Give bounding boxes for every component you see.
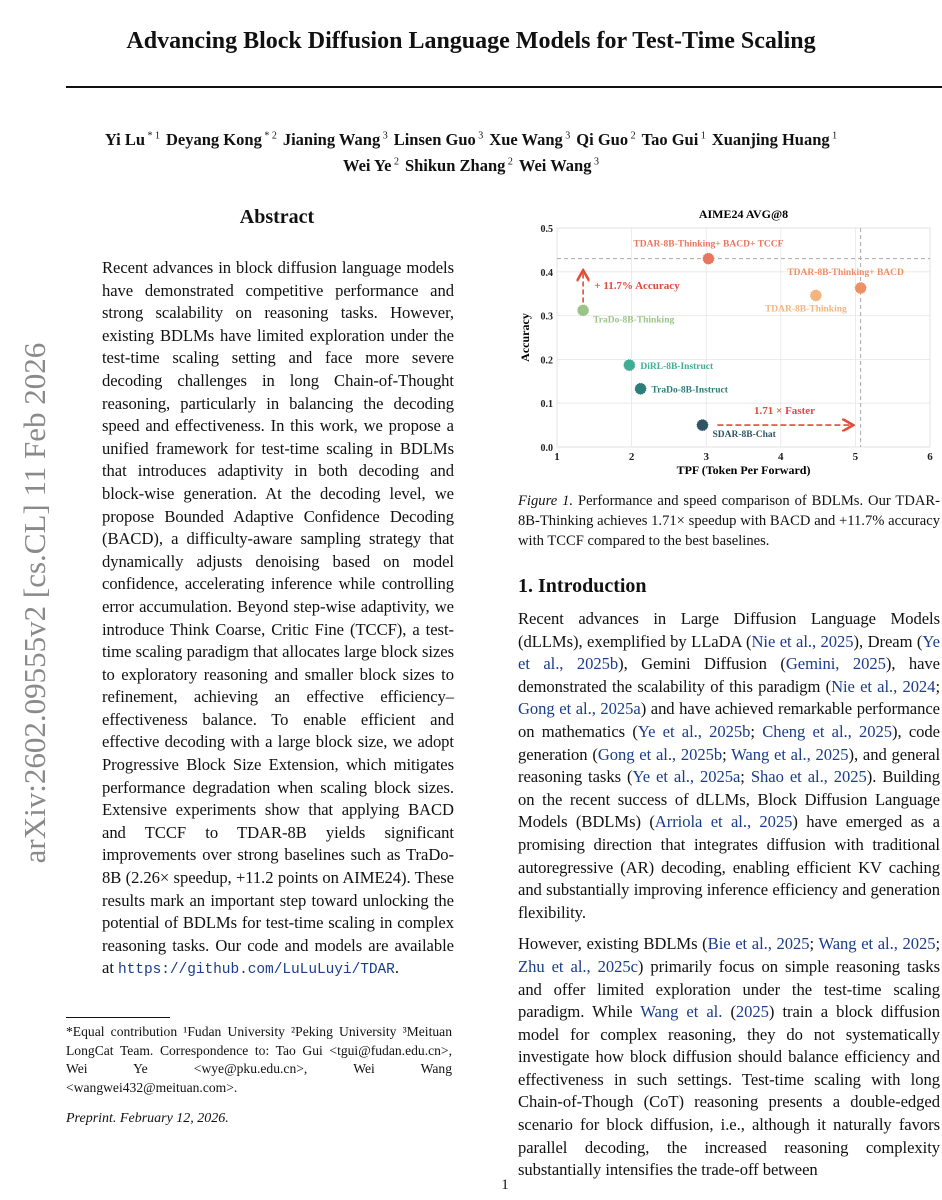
paragraph-text: ), and general reasoning tasks ( — [518, 744, 940, 787]
author-name: Yi Lu — [104, 129, 146, 149]
paragraph-text: ), code generation ( — [518, 721, 940, 764]
author-affiliation-mark: 3 — [475, 130, 484, 141]
speedup-annotation: 1.71 × Faster — [754, 404, 816, 417]
author — [283, 130, 388, 149]
author — [519, 156, 599, 175]
author — [394, 130, 484, 149]
author — [343, 156, 399, 175]
citation-link[interactable]: Wang et al., 2025 — [731, 744, 849, 764]
figure-caption — [518, 491, 940, 551]
author-affiliation-mark: 2 — [391, 156, 399, 168]
data-point-label: SDAR-8B-Chat — [712, 430, 776, 441]
section-heading-introduction: 1. Introduction — [518, 575, 647, 597]
author-name: Xue Wang — [489, 129, 563, 149]
right-column — [510, 200, 942, 1182]
citation-link[interactable]: Bie et al., 2025 — [707, 934, 810, 954]
figure-caption-text: Performance and speed comparison of BDLMs. Our TDAR-8B-Thinking achieves 1.71× speedup with BACD and +11.7% accuracy with TCCF compared to the best baselines. — [518, 493, 940, 549]
paragraph-text: ; — [750, 721, 763, 741]
author-name: Qi Guo — [576, 129, 629, 149]
x-tick-label: 2 — [628, 451, 635, 463]
y-tick-label: 0.2 — [540, 355, 553, 367]
paragraph-text: ), Gemini Diffusion ( — [618, 654, 786, 674]
author — [105, 130, 160, 149]
chart-title: AIME24 AVG@8 — [698, 207, 789, 221]
author-affiliation-mark: 2 — [628, 130, 636, 141]
y-axis-label: Accuracy — [518, 313, 532, 362]
citation-link[interactable]: Nie et al., 2024 — [831, 676, 936, 696]
data-point-label: DiRL-8B-Instruct — [640, 362, 714, 373]
footnote-rule — [66, 1017, 170, 1018]
paragraph-text: ; — [935, 934, 941, 954]
author-list-line-2 — [340, 151, 602, 178]
citation-link[interactable]: 2025 — [735, 1002, 769, 1022]
author-affiliation-mark: * 2 — [261, 130, 277, 141]
arxiv-identifier: arXiv:2602.09555v2 [cs.CL] 11 Feb 2026 — [17, 342, 52, 864]
paragraph-text: ), have demonstrated the scalability of this paradigm ( — [518, 654, 940, 696]
data-point-label: TDAR-8B-Thinking+ BACD+ TCCF — [633, 239, 784, 250]
citation-link[interactable]: Nie et al., 2025 — [751, 631, 854, 651]
author-name: Linsen Guo — [393, 129, 476, 149]
data-point — [635, 383, 647, 395]
intro-paragraph-2 — [518, 933, 940, 1182]
x-tick-label: 6 — [927, 451, 933, 463]
footnote: *Equal contribution ¹Fudan University ²Peking University ³Meituan LongCat Team. Correspondence to: Tao Gui <tgui@fudan.edu.cn>, Wei Ye <wye@pku.edu.cn>, Wei Wang <wangwei432@meituan.com>. — [66, 1024, 452, 1095]
author-list-line-1 — [102, 124, 840, 151]
citation-link[interactable]: Wang et al., 2025 — [818, 934, 936, 954]
data-point — [623, 359, 635, 371]
citation-link[interactable]: Gong et al., 2025b — [597, 744, 723, 764]
figure-1-scatter-chart — [510, 200, 942, 480]
author — [489, 130, 570, 149]
author-name: Tao Gui — [641, 129, 699, 149]
intro-paragraph-1 — [518, 608, 940, 924]
author-affiliation-mark: 1 — [698, 130, 706, 141]
paragraph-text: ; — [935, 676, 940, 696]
citation-link[interactable]: Cheng et al., 2025 — [762, 721, 893, 741]
author-affiliation-mark: 1 — [829, 130, 838, 141]
paragraph-text: ), Dream ( — [853, 631, 923, 651]
author — [166, 130, 277, 149]
data-point — [702, 253, 714, 265]
y-tick-label: 0.5 — [540, 224, 553, 235]
author-affiliation-mark: 3 — [380, 130, 388, 141]
citation-link[interactable]: Arriola et al., 2025 — [654, 812, 793, 832]
author-name: Wei Wang — [518, 156, 592, 175]
paragraph-text: ( — [722, 1002, 736, 1022]
author-block — [0, 124, 942, 177]
y-tick-label: 0.3 — [540, 311, 553, 323]
y-tick-label: 0.4 — [540, 267, 553, 279]
paragraph-text: ) train a block diffusion model for complex reasoning, they do not systematically investigate how block diffusion should balance efficiency and effectiveness in such settings. Test-time scaling with long Chain-of-Though (CoT) reasoning presents a double-edged scenario for block diffusion, i.e., although it naturally favors parallel decoding, the increased reasoning complexity substantially intensifies the trade-off between — [518, 1002, 940, 1180]
author — [576, 130, 635, 149]
x-tick-label: 1 — [554, 451, 560, 463]
citation-link[interactable]: Wang et al. — [640, 1002, 723, 1022]
x-tick-label: 5 — [852, 451, 859, 463]
x-tick-label: 3 — [703, 451, 709, 463]
paragraph-text: ) primarily focus on simple reasoning tasks and offer limited exploration under the test-time scaling paradigm. While — [518, 956, 940, 1022]
author-affiliation-mark: 3 — [562, 130, 571, 141]
citation-link[interactable]: Ye et al., 2025a — [632, 767, 741, 787]
paragraph-text: Recent advances in block diffusion language models have demonstrated competitive performance and strong scalability on reasoning tasks. However, existing BDLMs have limited exploration under the test-time scaling setting and face more severe decoding challenges in long Chain-of-Thought reasoning, particularly in balancing the decoding speed and effectiveness. In this work, we propose a unified framework for test-time scaling in BDLMs that introduces adaptivity in both decoding and block-wise generation. At the decoding level, we propose Bounded Adaptive Confidence Decoding (BACD), a difficulty-aware sampling strategy that dynamically adjusts denoising based on model confidence, accelerating inference while controlling error accumulation. Beyond step-wise adaptivity, we introduce Think Coarse, Critic Fine (TCCF), a test-time scaling paradigm that allocates large block sizes to exploratory reasoning and smaller block sizes to refinement, achieving an effective efficiency–effectiveness balance. To enable efficient and effective decoding with a large block size, we adopt Progressive Block Size Extension, which mitigates performance degradation when scaling block sizes. Extensive experiments show that applying BACD and TCCF to TDAR-8B yields significant improvements over strong baselines such as TraDo-8B (2.26× speedup, +11.2 points on AIME24). These results mark an important step toward unlocking the potential of BDLMs for test-time scaling in complex reasoning tasks. Our code and models are available at — [102, 258, 454, 978]
citation-link[interactable]: Ye et al., 2025b — [637, 721, 751, 741]
author-name: Deyang Kong — [166, 129, 262, 149]
author — [405, 156, 513, 175]
x-tick-label: 4 — [778, 451, 784, 463]
author-name: Wei Ye — [343, 156, 392, 175]
data-point — [855, 282, 867, 294]
citation-link[interactable]: Ye et al., 2025b — [518, 631, 940, 674]
citation-link[interactable]: Gong et al., 2025a — [518, 699, 641, 719]
page-number: 1 — [501, 1177, 509, 1193]
figure-label: Figure 1. — [518, 493, 574, 509]
accuracy-annotation: + 11.7% Accuracy — [594, 279, 680, 292]
paragraph-text: ; — [722, 744, 732, 764]
citation-link[interactable]: Gemini, 2025 — [785, 654, 886, 674]
abstract-body — [102, 257, 454, 982]
data-point-label: TDAR-8B-Thinking+ BACD — [787, 268, 904, 279]
paragraph-text: ). Building on the recent success of dLLMs, Block Diffusion Language Models (BDLMs) ( — [518, 767, 941, 832]
paragraph-text: . — [394, 958, 399, 978]
author-name: Xuanjing Huang — [711, 129, 830, 149]
citation-link[interactable]: Zhu et al., 2025c — [518, 956, 638, 976]
data-point-label: TraDo-8B-Instruct — [651, 385, 728, 396]
column-spacer — [66, 982, 452, 1017]
author-name: Jianing Wang — [282, 129, 381, 149]
data-point-label: TDAR-8B-Thinking — [764, 304, 847, 315]
author-name: Shikun Zhang — [404, 156, 506, 175]
y-tick-label: 0.1 — [540, 399, 553, 411]
plot-area — [557, 228, 930, 447]
paragraph-text: ) have emerged as a promising direction that integrates diffusion with traditional autoregressive (AR) decoding, enabling efficient KV caching and substantially improving inference efficiency and generation flexibility. — [518, 812, 940, 922]
author-affiliation-mark: 2 — [505, 156, 513, 168]
data-point — [810, 289, 822, 301]
data-point — [696, 419, 708, 431]
author-affiliation-mark: * 1 — [145, 130, 161, 141]
paragraph-text: However, existing BDLMs ( — [518, 934, 708, 954]
author-affiliation-mark: 3 — [591, 156, 599, 168]
abstract-heading: Abstract — [239, 206, 315, 228]
left-column — [66, 257, 452, 1127]
paper-title: Advancing Block Diffusion Language Models for Test-Time Scaling — [126, 28, 816, 54]
title-rule — [66, 86, 942, 88]
code-repo-link[interactable]: https://github.com/LuLuLuyi/TDAR — [117, 962, 395, 979]
author — [712, 130, 837, 149]
author — [642, 130, 706, 149]
data-point — [577, 304, 589, 316]
x-axis-label: TPF (Token Per Forward) — [676, 463, 811, 477]
paragraph-text: Recent advances in Large Diffusion Language Models (dLLMs), exemplified by LLaDA ( — [518, 609, 940, 651]
paragraph-text: ) and have achieved remarkable performance on mathematics ( — [518, 699, 940, 741]
y-tick-label: 0.0 — [540, 443, 553, 454]
data-point-label: TraDo-8B-Thinking — [593, 315, 675, 326]
preprint-date: Preprint. February 12, 2026. — [66, 1111, 229, 1126]
paragraph-text: ; — [809, 934, 819, 954]
citation-link[interactable]: Shao et al., 2025 — [750, 767, 867, 787]
paragraph-text: ; — [740, 767, 751, 787]
